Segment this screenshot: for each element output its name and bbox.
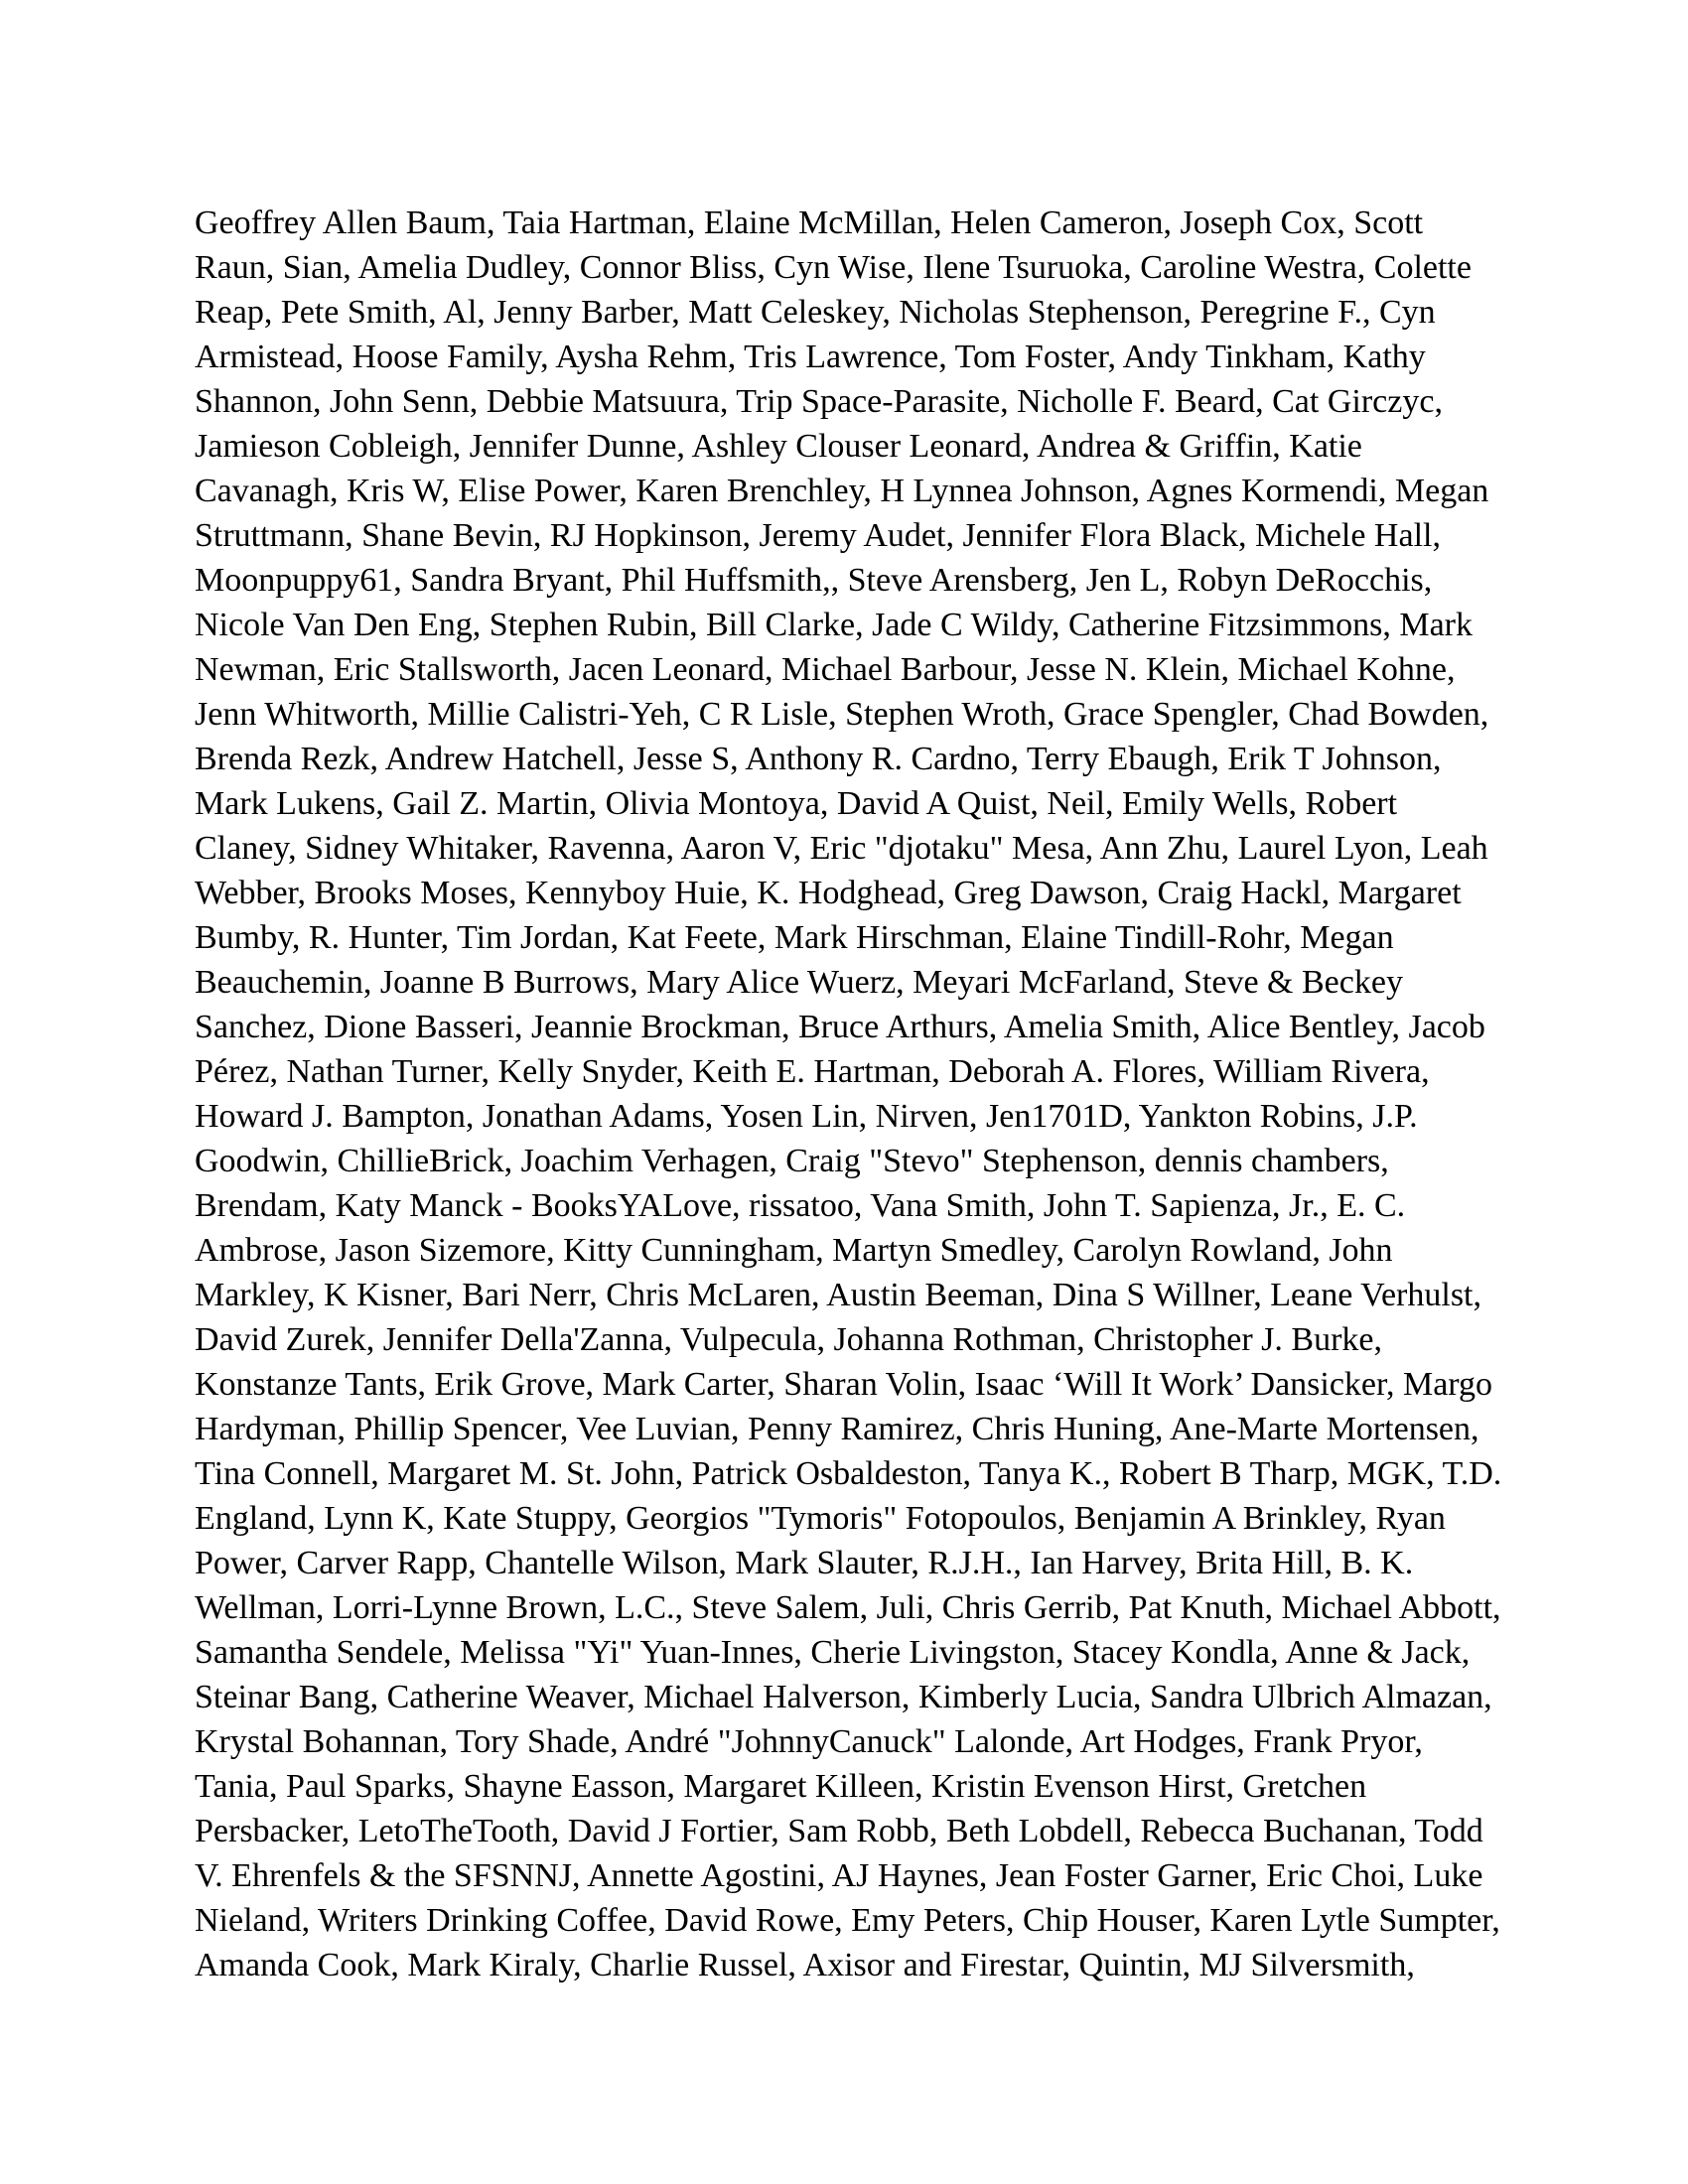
text-line: Pérez, Nathan Turner, Kelly Snyder, Keith E. Hartman, Deborah A. Flores, William Rivera, <box>195 1053 1430 1090</box>
text-line: Jenn Whitworth, Millie Calistri-Yeh, C R Lisle, Stephen Wroth, Grace Spengler, Chad Bowden, <box>195 696 1489 733</box>
text-line: Raun, Sian, Amelia Dudley, Connor Bliss, Cyn Wise, Ilene Tsuruoka, Caroline Westra, Colette <box>195 249 1472 286</box>
text-line: Nicole Van Den Eng, Stephen Rubin, Bill Clarke, Jade C Wildy, Catherine Fitzsimmons, Mark <box>195 607 1474 643</box>
text-line: Sanchez, Dione Basseri, Jeannie Brockman, Bruce Arthurs, Amelia Smith, Alice Bentley, Jacob <box>195 1009 1485 1045</box>
text-line: Cavanagh, Kris W, Elise Power, Karen Brenchley, H Lynnea Johnson, Agnes Kormendi, Megan <box>195 473 1489 509</box>
text-line: Persbacker, LetoTheTooth, David J Fortier, Sam Robb, Beth Lobdell, Rebecca Buchanan, Todd <box>195 1813 1483 1849</box>
text-line: Brendam, Katy Manck - BooksYALove, rissatoo, Vana Smith, John T. Sapienza, Jr., E. C. <box>195 1187 1406 1224</box>
text-line: England, Lynn K, Kate Stuppy, Georgios "Tymoris" Fotopoulos, Benjamin A Brinkley, Ryan <box>195 1500 1446 1537</box>
text-line: Nieland, Writers Drinking Coffee, David Rowe, Emy Peters, Chip Houser, Karen Lytle Sumpter, <box>195 1902 1500 1939</box>
text-line: Bumby, R. Hunter, Tim Jordan, Kat Feete, Mark Hirschman, Elaine Tindill-Rohr, Megan <box>195 919 1394 956</box>
text-line: Struttmann, Shane Bevin, RJ Hopkinson, Jeremy Audet, Jennifer Flora Black, Michele Hall, <box>195 517 1441 554</box>
text-line: Mark Lukens, Gail Z. Martin, Olivia Montoya, David A Quist, Neil, Emily Wells, Robert <box>195 785 1398 822</box>
text-line: Geoffrey Allen Baum, Taia Hartman, Elaine McMillan, Helen Cameron, Joseph Cox, Scott <box>195 205 1424 241</box>
text-line: Armistead, Hoose Family, Aysha Rehm, Tris Lawrence, Tom Foster, Andy Tinkham, Kathy <box>195 339 1426 375</box>
text-line: Wellman, Lorri-Lynne Brown, L.C., Steve Salem, Juli, Chris Gerrib, Pat Knuth, Michael Abbott, <box>195 1589 1501 1626</box>
text-line: Brenda Rezk, Andrew Hatchell, Jesse S, Anthony R. Cardno, Terry Ebaugh, Erik T Johnson, <box>195 741 1442 777</box>
text-line: Tina Connell, Margaret M. St. John, Patrick Osbaldeston, Tanya K., Robert B Tharp, MGK, T.D. <box>195 1455 1502 1492</box>
text-line: Reap, Pete Smith, Al, Jenny Barber, Matt Celeskey, Nicholas Stephenson, Peregrine F., Cyn <box>195 294 1436 331</box>
text-line: Goodwin, ChillieBrick, Joachim Verhagen, Craig "Stevo" Stephenson, dennis chambers, <box>195 1143 1389 1179</box>
text-line: Tania, Paul Sparks, Shayne Easson, Margaret Killeen, Kristin Evenson Hirst, Gretchen <box>195 1768 1367 1805</box>
text-line: Shannon, John Senn, Debbie Matsuura, Trip Space-Parasite, Nicholle F. Beard, Cat Girczyc, <box>195 383 1443 420</box>
text-line: Markley, K Kisner, Bari Nerr, Chris McLaren, Austin Beeman, Dina S Willner, Leane Verhulst, <box>195 1277 1482 1313</box>
text-line: Webber, Brooks Moses, Kennyboy Huie, K. Hodghead, Greg Dawson, Craig Hackl, Margaret <box>195 875 1462 911</box>
text-line: Newman, Eric Stallsworth, Jacen Leonard, Michael Barbour, Jesse N. Klein, Michael Kohne, <box>195 651 1456 688</box>
text-line: Krystal Bohannan, Tory Shade, André "JohnnyCanuck" Lalonde, Art Hodges, Frank Pryor, <box>195 1723 1423 1760</box>
name-list <box>195 201 1545 1987</box>
text-line: Amanda Cook, Mark Kiraly, Charlie Russel, Axisor and Firestar, Quintin, MJ Silversmith, <box>195 1947 1415 1983</box>
text-line: Ambrose, Jason Sizemore, Kitty Cunningham, Martyn Smedley, Carolyn Rowland, John <box>195 1232 1393 1269</box>
text-line: V. Ehrenfels & the SFSNNJ, Annette Agostini, AJ Haynes, Jean Foster Garner, Eric Choi, Luke <box>195 1857 1483 1894</box>
text-line: Beauchemin, Joanne B Burrows, Mary Alice Wuerz, Meyari McFarland, Steve & Beckey <box>195 964 1403 1001</box>
text-line: David Zurek, Jennifer Della'Zanna, Vulpecula, Johanna Rothman, Christopher J. Burke, <box>195 1321 1382 1358</box>
text-line: Power, Carver Rapp, Chantelle Wilson, Mark Slauter, R.J.H., Ian Harvey, Brita Hill, B. K. <box>195 1545 1414 1581</box>
text-line: Claney, Sidney Whitaker, Ravenna, Aaron V, Eric "djotaku" Mesa, Ann Zhu, Laurel Lyon, Leah <box>195 830 1488 867</box>
text-line: Samantha Sendele, Melissa "Yi" Yuan-Innes, Cherie Livingston, Stacey Kondla, Anne & Jack, <box>195 1634 1471 1671</box>
text-line: Howard J. Bampton, Jonathan Adams, Yosen Lin, Nirven, Jen1701D, Yankton Robins, J.P. <box>195 1098 1418 1135</box>
text-line: Hardyman, Phillip Spencer, Vee Luvian, Penny Ramirez, Chris Huning, Ane-Marte Mortensen, <box>195 1411 1479 1447</box>
text-line: Jamieson Cobleigh, Jennifer Dunne, Ashley Clouser Leonard, Andrea & Griffin, Katie <box>195 428 1362 465</box>
text-line: Moonpuppy61, Sandra Bryant, Phil Huffsmith,, Steve Arensberg, Jen L, Robyn DeRocchis, <box>195 562 1433 599</box>
text-line: Konstanze Tants, Erik Grove, Mark Carter, Sharan Volin, Isaac ‘Will It Work’ Dansicker, Margo <box>195 1366 1493 1403</box>
text-line: Steinar Bang, Catherine Weaver, Michael Halverson, Kimberly Lucia, Sandra Ulbrich Almazan, <box>195 1679 1492 1715</box>
